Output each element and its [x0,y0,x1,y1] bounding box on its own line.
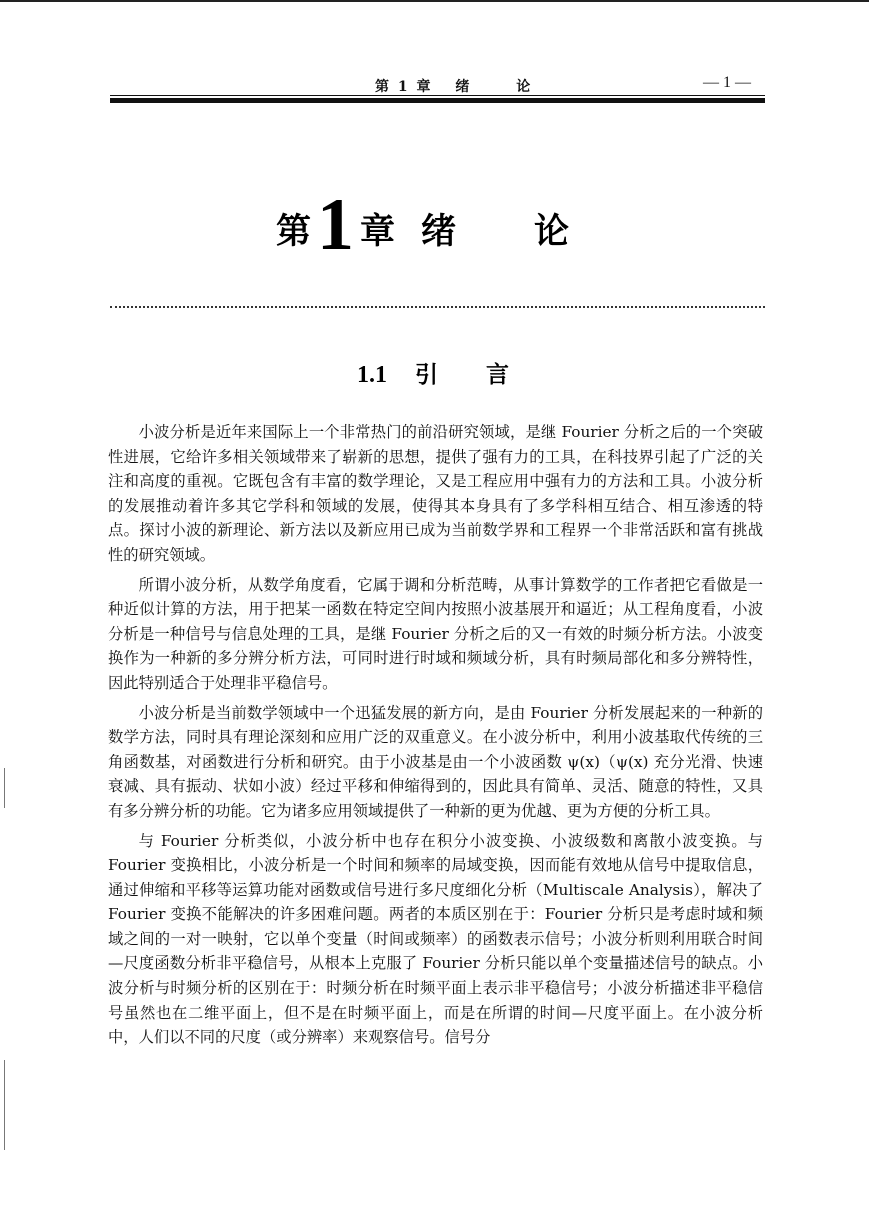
chapter-suffix: 章 [360,212,396,252]
running-head-chapter: 第 1 章 [375,79,433,95]
section-name [415,362,509,388]
running-head-title [375,76,542,96]
running-head [110,74,765,96]
paragraph: 与 Fourier 分析类似，小波分析中也存在积分小波变换、小波级数和离散小波变换。与 Fourier 变换相比，小波分析是一个时间和频率的局域变换，因而能有效地从信号中提取信息，通过伸缩和平移等运算功能对函数或信号进行多尺度细化分析（Multiscale Analysis），解决了 Fourier 变换不能解决的许多困难问题。两者的本质区别在于：Fourier 分析只是考虑时域和频域之间的一对一映射，它以单个变量（时间或频率）的函数表示信号；小波分析则利用联合时间—尺度函数分析非平稳信号，从根本上克服了 Fourier 分析只能以单个变量描述信号的缺点。小波分析与时频分析的区别在于：时频分析在时频平面上表示非平稳信号；小波分析描述非平稳信号虽然也在二维平面上，但不是在时频平面上，而是在所谓的时间—尺度平面上。在小波分析中，人们以不同的尺度（或分辨率）来观察信号。信号分 [108,831,763,1047]
section-name-char: 引 [415,362,439,388]
section-number: 1.1 [357,362,387,388]
chapter-number: 1 [317,184,355,266]
chapter-prefix: 第 [276,212,312,252]
body-text [108,420,763,1050]
scan-gutter-mark [4,768,5,808]
paragraph: 所谓小波分析，从数学角度看，它属于调和分析范畴，从事计算数学的工作者把它看做是一种近似计算的方法，用于把某一函数在特定空间内按照小波基展开和逼近；从工程角度看，小波分析是一种信号与信息处理的工具，是继 Fourier 分析之后的又一有效的时频分析方法。小波变换作为一种新的多分辨分析方法，可同时进行时域和频域分析，具有时频局部化和多分辨特性，因此特别适合于处理非平稳信号。 [108,575,763,692]
section-title [357,356,509,389]
section-name-char: 言 [486,362,510,388]
chapter-divider [110,306,765,308]
header-rule-thin [110,95,765,96]
header-rule-thick [110,98,765,103]
paragraph: 小波分析是近年来国际上一个非常热门的前沿研究领域，是继 Fourier 分析之后的一个突破性进展，它给许多相关领域带来了崭新的思想，提供了强有力的工具，在科技界引起了广泛的关注和高度的重视。它既包含有丰富的数学理论，又是工程应用中强有力的方法和工具。小波分析的发展推动着许多其它学科和领域的发展，使得其本身具有了多学科相互结合、相互渗透的特点。探讨小波的新理论、新方法以及新应用已成为当前数学界和工程界一个非常活跃和富有挑战性的研究领域。 [108,423,763,564]
page-number: — 1 — [703,74,751,91]
chapter-name-char: 论 [534,212,570,252]
running-head-title-char: 论 [516,79,533,95]
running-head-title-char: 绪 [455,79,472,95]
scan-gutter-mark [4,1060,5,1150]
chapter-name-char: 绪 [421,212,457,252]
chapter-title [276,180,570,266]
paragraph: 小波分析是当前数学领域中一个迅猛发展的新方向，是由 Fourier 分析发展起来的一种新的数学方法，同时具有理论深刻和应用广泛的双重意义。在小波分析中，利用小波基取代传统的三角函数基，对函数进行分析和研究。由于小波基是由一个小波函数 ψ(x)（ψ(x) 充分光滑、快速衰减、具有振动、状如小波）经过平移和伸缩得到的，因此具有简单、灵活、随意的特性，又具有多分辨分析的功能。它为诸多应用领域提供了一种新的更为优越、更为方便的分析工具。 [108,703,763,820]
top-edge-rule [0,0,869,2]
